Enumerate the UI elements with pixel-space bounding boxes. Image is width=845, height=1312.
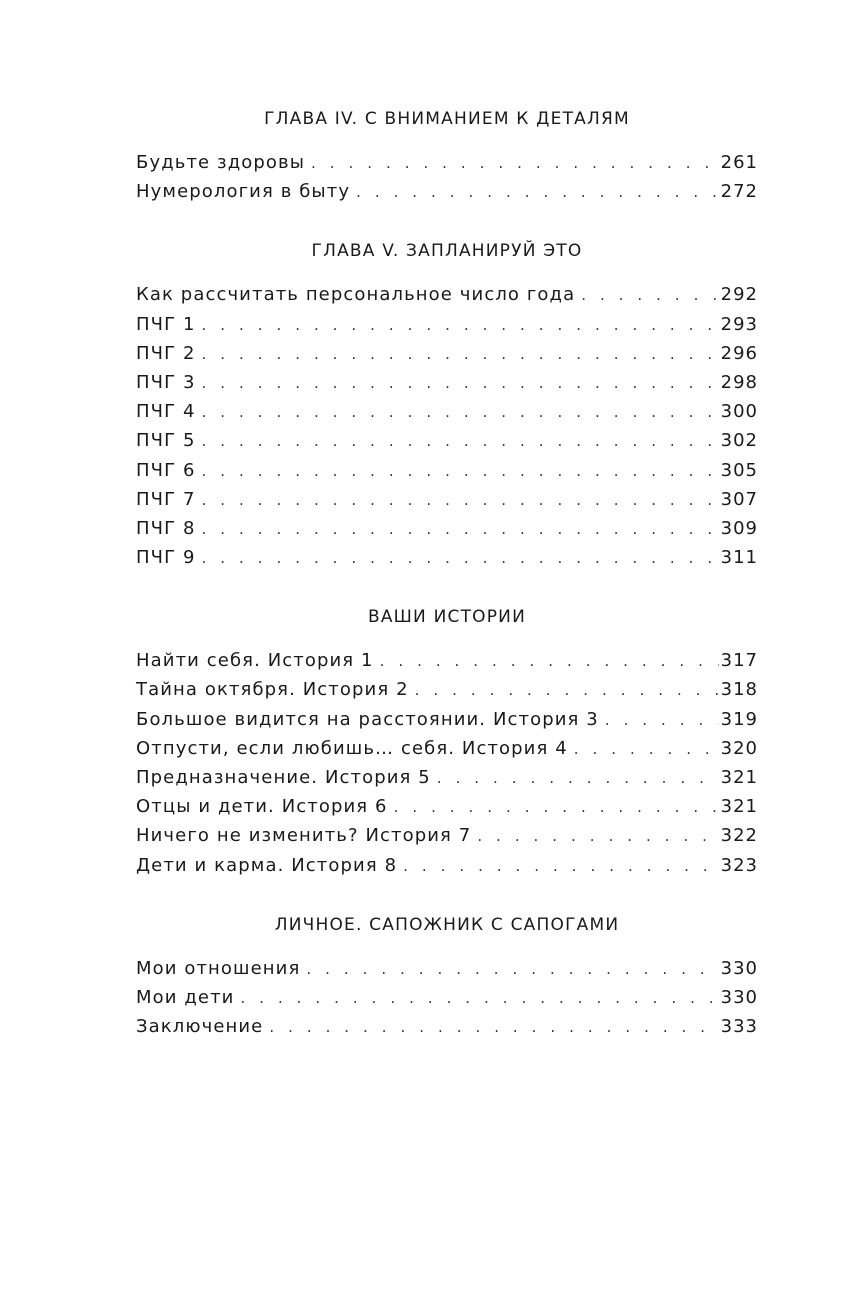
dot-leader [356,178,719,207]
entry-label: Найти себя. История 1 [136,650,374,672]
dot-leader [306,955,718,984]
entry-label: ПЧГ 5 [136,430,196,452]
toc-entry[interactable] [136,397,758,426]
entry-page-number: 293 [720,313,758,335]
toc-entry[interactable] [136,485,758,514]
entry-label: Отпусти, если любишь… себя. История 4 [136,737,568,759]
toc-entry[interactable] [136,646,758,675]
entry-label: ПЧГ 3 [136,371,196,393]
toc-entry[interactable] [136,456,758,485]
toc-entry[interactable] [136,763,758,792]
entry-page-number: 321 [720,796,758,818]
toc-entry[interactable] [136,543,758,572]
entry-label: ПЧГ 8 [136,517,196,539]
dot-leader [202,486,719,515]
entry-label: ПЧГ 6 [136,459,196,481]
toc-section-personal [136,912,758,1042]
toc-entry[interactable] [136,851,758,880]
entry-page-number: 317 [720,650,758,672]
entry-label: Дети и карма. История 8 [136,854,398,876]
entry-page-number: 330 [720,957,758,979]
entry-label: Ничего не изменить? История 7 [136,825,472,847]
toc-entry[interactable] [136,310,758,339]
dot-leader [269,1013,718,1042]
entry-label: Заключение [136,1016,264,1038]
entry-label: ПЧГ 9 [136,547,196,569]
entry-label: ПЧГ 2 [136,342,196,364]
dot-leader [202,398,719,427]
toc-entry[interactable] [136,177,758,206]
dot-leader [202,340,719,369]
entry-label: Отцы и дети. История 6 [136,796,388,818]
entry-page-number: 319 [720,708,758,730]
entry-page-number: 321 [720,767,758,788]
toc-entry[interactable] [136,1012,758,1041]
entry-page-number: 261 [720,152,758,173]
dot-leader [581,281,718,310]
dot-leader [240,984,718,1013]
entry-page-number: 292 [720,284,758,306]
section-title: ГЛАВА V. ЗАПЛАНИРУЙ ЭТО [311,241,583,262]
entry-page-number: 272 [720,181,758,203]
entry-page-number: 298 [720,371,758,393]
toc-entry[interactable] [136,821,758,850]
dot-leader [202,311,719,340]
entry-page-number: 323 [720,854,758,876]
dot-leader [311,149,719,178]
toc-entry[interactable] [136,426,758,455]
entry-label: ПЧГ 4 [136,401,196,423]
section-title: ЛИЧНОЕ. САПОЖНИК С САПОГАМИ [274,914,620,935]
dot-leader [394,793,719,822]
section-title: ВАШИ ИСТОРИИ [367,607,527,628]
dot-leader [403,852,719,881]
dot-leader [477,822,718,851]
toc-entry[interactable] [136,675,758,704]
entry-label: Как рассчитать персональное число года [136,284,576,306]
dot-leader [380,647,719,676]
toc-entry[interactable] [136,954,758,983]
toc-entry[interactable] [136,514,758,543]
toc-section-your-stories [136,604,758,880]
entry-label: ПЧГ 1 [136,313,196,335]
toc-entry[interactable] [136,368,758,397]
entry-page-number: 296 [720,342,758,364]
entry-label: Будьте здоровы [136,152,306,173]
dot-leader [202,427,719,456]
entry-page-number: 322 [720,825,758,847]
entry-page-number: 318 [720,679,758,701]
entry-page-number: 307 [720,488,758,510]
toc-entry[interactable] [136,280,758,309]
entry-page-number: 311 [720,547,758,569]
dot-leader [415,676,719,705]
entry-page-number: 309 [720,517,758,539]
entry-label: Тайна октября. История 2 [136,679,409,701]
toc-entry[interactable] [136,148,758,177]
entry-page-number: 330 [720,986,758,1008]
dot-leader [605,706,719,735]
toc-entry[interactable] [136,983,758,1012]
toc-entry[interactable] [136,705,758,734]
entry-label: Нумерология в быту [136,181,351,203]
toc-entry[interactable] [136,734,758,763]
entry-page-number: 302 [720,430,758,452]
section-title: ГЛАВА IV. С ВНИМАНИЕМ К ДЕТАЛЯМ [264,109,630,129]
dot-leader [202,457,719,486]
toc-entry[interactable] [136,339,758,368]
entry-label: Предназначение. История 5 [136,767,431,788]
dot-leader [574,735,719,764]
entry-label: Мои дети [136,986,235,1008]
table-of-contents [136,106,758,1041]
entry-label: ПЧГ 7 [136,488,196,510]
dot-leader [202,544,719,573]
dot-leader [437,764,719,793]
dot-leader [202,515,719,544]
toc-entry[interactable] [136,792,758,821]
entry-label: Мои отношения [136,957,301,979]
entry-page-number: 305 [720,459,758,481]
entry-page-number: 333 [720,1016,758,1038]
entry-page-number: 300 [720,401,758,423]
dot-leader [202,369,719,398]
toc-section-chapter-5 [136,238,758,572]
toc-section-chapter-4 [136,106,758,206]
entry-page-number: 320 [720,737,758,759]
entry-label: Большое видится на расстоянии. История 3 [136,708,599,730]
